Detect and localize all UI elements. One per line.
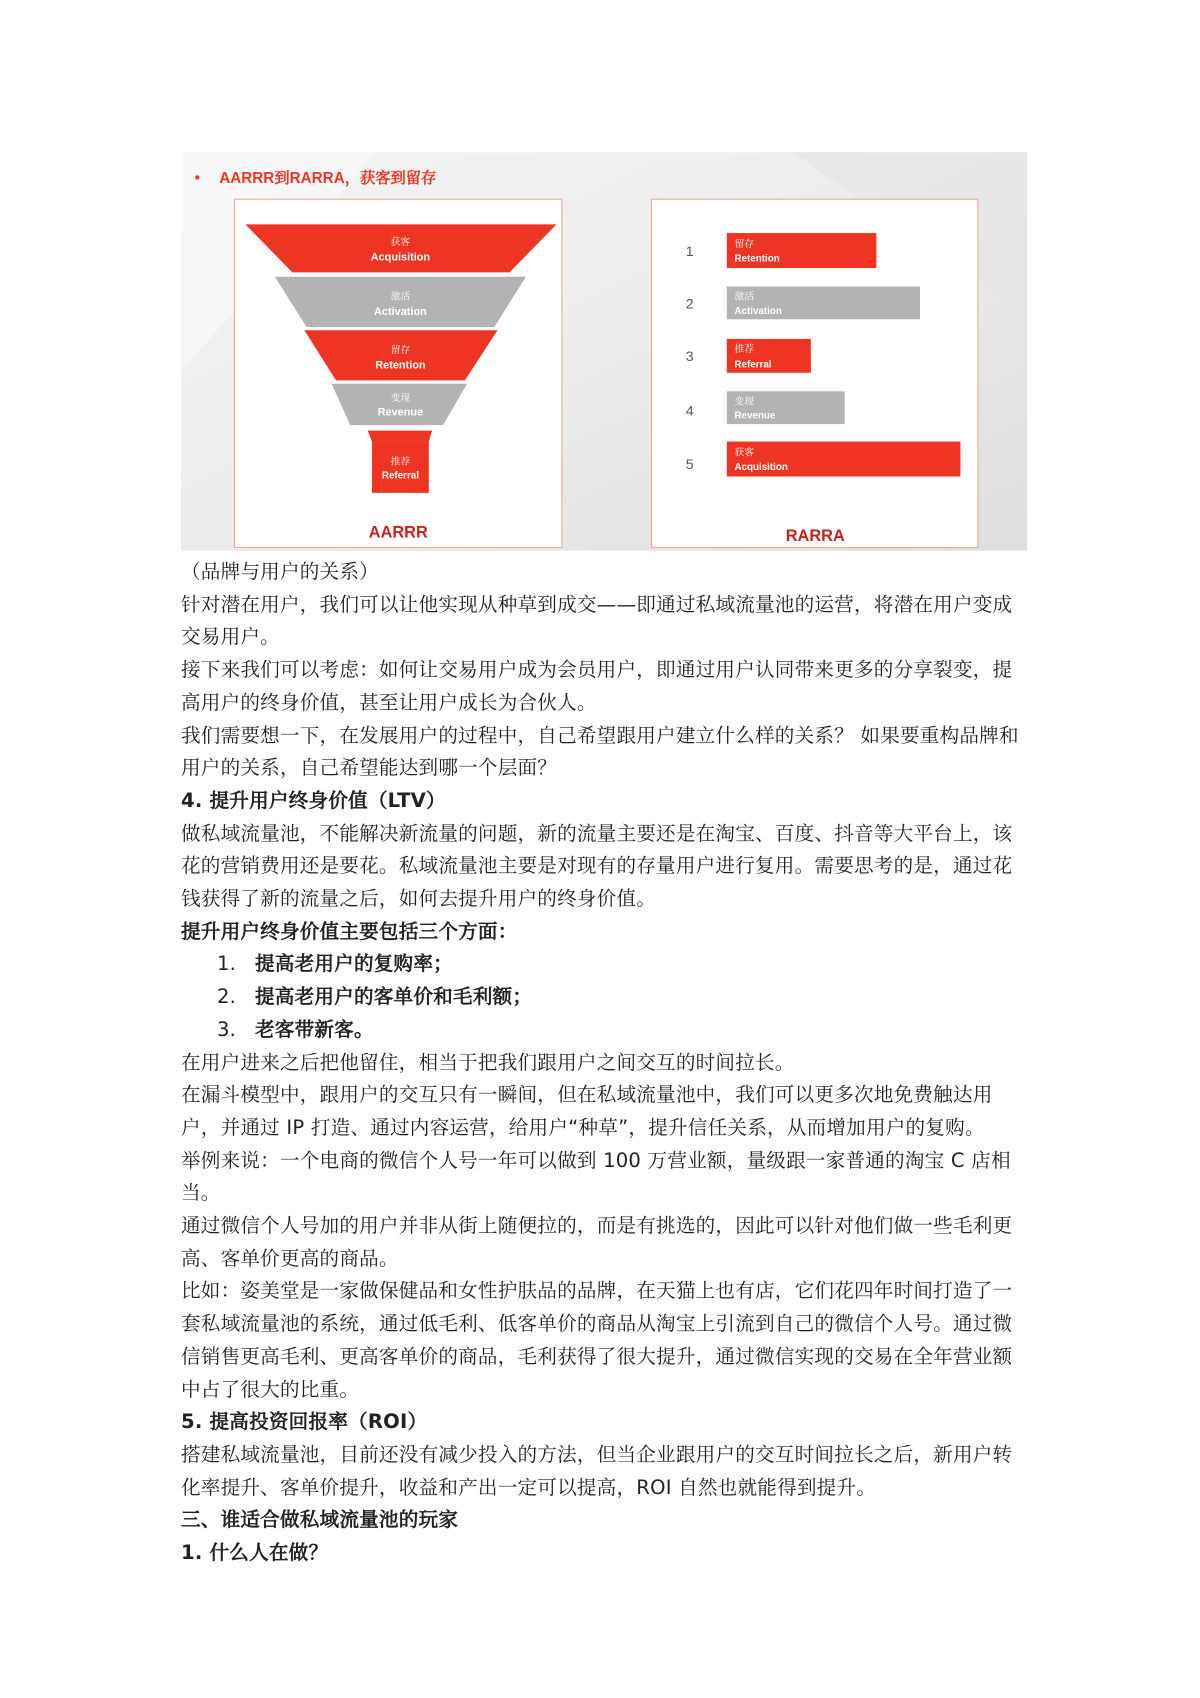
funnel-label: AARRR	[368, 523, 428, 542]
article-body	[181, 556, 1029, 1570]
svg-text:获客: 获客	[390, 237, 411, 249]
ranking-label: RARRA	[785, 526, 845, 545]
paragraph: 在漏斗模型中，跟用户的交互只有一瞬间，但在私域流量池中，我们可以更多次地免费触达用户，并通过 IP 打造、通过内容运营，给用户“种草”，提升信任关系，从而增加用户的复购。	[181, 1083, 993, 1139]
svg-text:变现: 变现	[734, 396, 755, 408]
figure-title: AARRR到RARRA，获客到留存	[219, 169, 437, 187]
svg-text:1: 1	[685, 243, 694, 260]
svg-text:留存: 留存	[390, 345, 411, 357]
paragraph: 在用户进来之后把他留住，相当于把我们跟用户之间交互的时间拉长。	[181, 1050, 795, 1074]
section-heading-ltv: 4. 提升用户终身价值（LTV）	[181, 788, 446, 812]
funnel-stage-retention	[304, 330, 497, 380]
svg-text:Retention: Retention	[734, 253, 780, 265]
paragraph: 比如：姿美堂是一家做保健品和女性护肤品的品牌，在天猫上也有店，它们花四年时间打造了一套私域流量池的系统，通过低毛利、低客单价的商品从淘宝上引流到自己的微信个人号。通过微信销售更高毛利、更高客单价的商品，毛利获得了很大提升，通过微信实现的交易在全年营业额中占了很大的比重。	[181, 1279, 1013, 1401]
svg-text:推荐: 推荐	[390, 456, 411, 468]
bullet-icon	[195, 175, 199, 179]
svg-text:推荐: 推荐	[734, 344, 755, 356]
svg-text:Acquisition: Acquisition	[734, 461, 788, 473]
section-heading-roi: 5. 提高投资回报率（ROI）	[181, 1410, 428, 1434]
svg-text:Activation: Activation	[374, 305, 427, 318]
ranking-item-5	[686, 442, 961, 477]
svg-text:激活: 激活	[734, 291, 755, 303]
svg-text:Retention: Retention	[375, 359, 426, 372]
chapter-heading: 三、谁适合做私域流量池的玩家	[181, 1508, 459, 1532]
figure-caption: （品牌与用户的关系）	[181, 560, 379, 583]
svg-text:2: 2	[685, 296, 694, 313]
svg-text:激活: 激活	[390, 291, 411, 303]
svg-text:Acquisition: Acquisition	[370, 251, 431, 264]
paragraph: 接下来我们可以考虑：如何让交易用户成为会员用户，即通过用户认同带来更多的分享裂变，提高用户的终身价值，甚至让用户成长为合伙人。	[181, 658, 1013, 714]
funnel-stage-activation	[275, 277, 526, 327]
svg-text:Activation: Activation	[734, 305, 782, 317]
svg-text:4: 4	[685, 403, 694, 420]
svg-text:Referral: Referral	[381, 470, 419, 482]
funnel-stage-referral	[368, 431, 432, 493]
funnel-stage-acquisition	[245, 224, 556, 272]
svg-text:变现: 变现	[390, 393, 411, 405]
svg-text:3: 3	[685, 348, 694, 365]
svg-text:留存: 留存	[734, 239, 755, 251]
list-item: 2. 提高老用户的客单价和毛利额；	[217, 985, 533, 1009]
paragraph: 针对潜在用户，我们可以让他实现从种草到成交——即通过私域流量池的运营，将潜在用户变成交易用户。	[181, 592, 1013, 649]
svg-text:获客: 获客	[734, 447, 755, 459]
list-item: 3. 老客带新客。	[217, 1017, 374, 1041]
list-item: 1. 提高老用户的复购率；	[217, 952, 453, 976]
list-heading: 提升用户终身价值主要包括三个方面：	[181, 919, 518, 943]
svg-text:Revenue: Revenue	[377, 406, 424, 419]
svg-text:Revenue: Revenue	[734, 410, 776, 422]
paragraph: 举例来说：一个电商的微信个人号一年可以做到 100 万营业额，量级跟一家普通的淘宝 C 店相当。	[181, 1148, 1011, 1205]
paragraph: 做私域流量池，不能解决新流量的问题，新的流量主要还是在淘宝、百度、抖音等大平台上，该花的营销费用还是要花。私域流量池主要是对现有的存量用户进行复用。需要思考的是，通过花钱获得了新的流量之后，如何去提升用户的终身价值。	[181, 821, 1013, 911]
aarrr-rarra-figure	[181, 152, 1027, 551]
paragraph: 我们需要想一下，在发展用户的过程中，自己希望跟用户建立什么样的关系？ 如果要重构品牌和用户的关系，自己希望能达到哪一个层面？	[181, 723, 1019, 780]
svg-text:Referral: Referral	[734, 359, 772, 371]
paragraph: 搭建私域流量池，目前还没有减少投入的方法，但当企业跟用户的交互时间拉长之后，新用户转化率提升、客单价提升，收益和产出一定可以提高，ROI 自然也就能得到提升。	[181, 1442, 1013, 1499]
svg-text:5: 5	[685, 456, 694, 473]
section-heading-who: 1. 什么人在做？	[181, 1541, 329, 1565]
paragraph: 通过微信个人号加的用户并非从街上随便拉的，而是有挑选的，因此可以针对他们做一些毛利更高、客单价更高的商品。	[181, 1214, 1013, 1270]
figure-graphic	[181, 152, 1027, 551]
